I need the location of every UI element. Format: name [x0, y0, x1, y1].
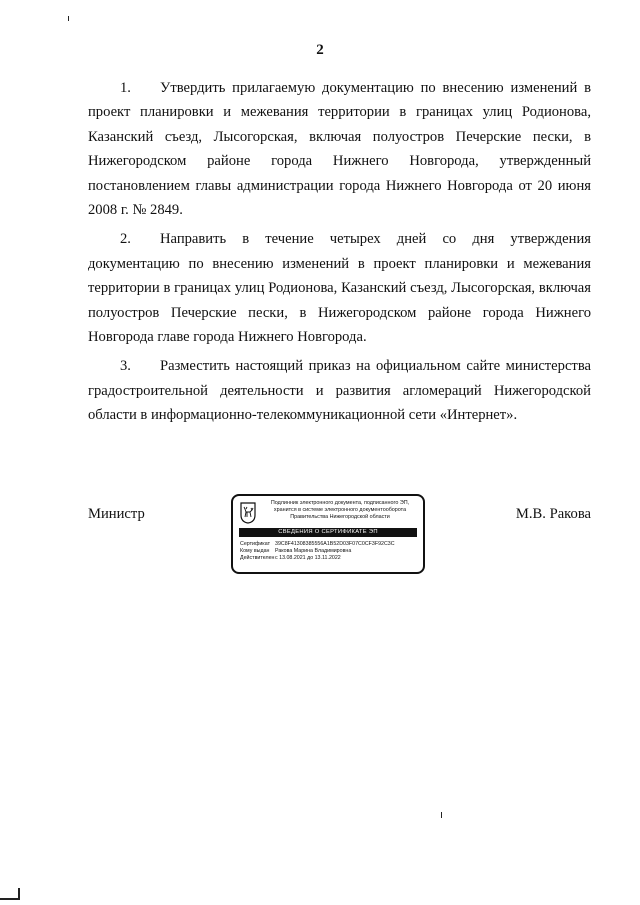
stamp-header — [259, 500, 421, 521]
stamp-details — [240, 541, 395, 563]
paragraph-2 — [88, 227, 591, 349]
stamp-row-label: Сертификат — [240, 541, 270, 547]
stamp-certificate-bar: СВЕДЕНИЯ О СЕРТИФИКАТЕ ЭП — [239, 528, 417, 537]
nizhny-novgorod-deer-emblem-icon — [240, 502, 256, 524]
stamp-header-line: Правительства Нижегородской области — [290, 514, 390, 520]
stamp-row-label: Кому выдан — [240, 548, 270, 555]
scan-edge-line — [18, 888, 20, 900]
stamp-row-valid — [240, 555, 395, 562]
paragraph-1 — [88, 76, 591, 222]
paragraph-number: 2. — [120, 231, 131, 248]
stamp-row-value: 39C8F41308385556A1B52D03F07C0CF3F92C3C — [275, 541, 395, 547]
stamp-row-certificate — [240, 541, 395, 548]
paragraph-number: 1. — [120, 80, 131, 96]
signer-name: М.В. Ракова — [515, 506, 591, 522]
stamp-row-value: Ракова Марина Владимировна — [275, 548, 352, 555]
scan-mark — [68, 16, 69, 21]
paragraph-text: Направить в течение четырех дней со дня утверждения документацию по внесению изменений в проект планировки и межевания территории в границах улиц Родионова, Казанский съезд, Лысогорская, включая полуостров Печерские пески, в Нижегородском районе города Нижнего Новгорода главе города Нижнего Новгорода. — [88, 231, 591, 346]
scan-edge-line — [0, 898, 20, 900]
e-signature-stamp — [231, 494, 425, 574]
paragraph-number: 3. — [120, 358, 131, 375]
paragraph-text: Утвердить прилагаемую документацию по внесению изменений в проект планировки и межевания территории в границах улиц Родионова, Казанский съезд, Лысогорская, включая полуостров Печерские пески, в Нижегородском районе города Нижнего Новгорода, утвержденный постановлением главы администрации города Нижнего Новгорода от 20 июня 2008 г. № 2849. — [88, 80, 591, 219]
paragraph-3 — [88, 354, 591, 427]
scan-mark — [441, 812, 442, 818]
signer-title: Министр — [88, 506, 145, 522]
stamp-row-value: с 13.08.2021 до 13.11.2022 — [275, 555, 341, 562]
signature-block — [88, 500, 591, 580]
page-number: 2 — [316, 42, 324, 58]
stamp-header-line: Подлинник электронного документа, подписанного ЭП, — [270, 500, 410, 506]
stamp-row-label: Действителен — [240, 555, 275, 562]
stamp-header-line: хранится в системе электронного документооборота — [273, 507, 407, 513]
paragraph-text: Разместить настоящий приказ на официальном сайте министерства градостроительной деятельности и развития агломераций Нижегородской области в информационно-телекоммуникационной сети «Интернет». — [88, 358, 591, 424]
document-body — [88, 76, 591, 433]
